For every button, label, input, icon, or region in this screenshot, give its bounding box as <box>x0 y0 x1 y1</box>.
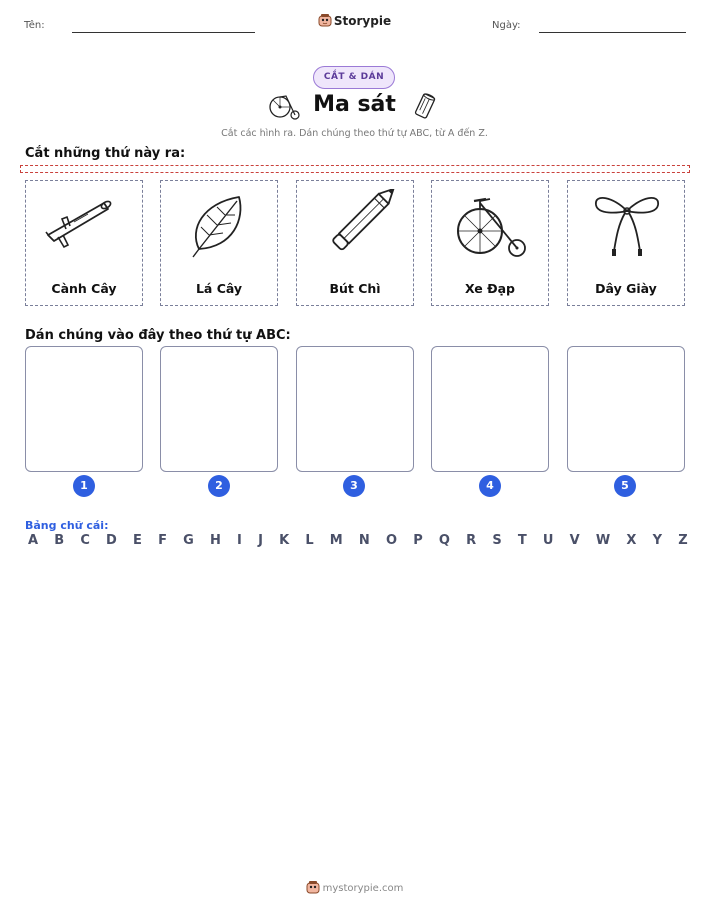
cut-card-shoelace[interactable] <box>567 180 685 306</box>
alphabet-row <box>28 533 688 548</box>
letter: O <box>385 533 398 548</box>
letter: V <box>569 533 580 548</box>
slot-number-5: 5 <box>614 475 636 497</box>
footer <box>0 880 709 894</box>
letter: I <box>237 533 242 548</box>
slot-number-2: 2 <box>208 475 230 497</box>
paste-section-label: Dán chúng vào đây theo thứ tự ABC: <box>25 328 291 343</box>
cut-card-leaf[interactable] <box>160 180 278 306</box>
slot-number-1: 1 <box>73 475 95 497</box>
letter: C <box>80 533 90 548</box>
letter: Y <box>652 533 663 548</box>
storypie-footer-logo-icon <box>306 880 320 894</box>
letter: M <box>329 533 343 548</box>
letter: Q <box>438 533 450 548</box>
letter: U <box>542 533 554 548</box>
alphabet-label: Bảng chữ cái: <box>25 519 109 532</box>
card-label: Bút Chì <box>329 281 381 296</box>
card-label: Cành Cây <box>51 281 117 296</box>
cut-paste-badge: CẮT & DÁN <box>313 66 395 89</box>
bicycle-icon <box>446 189 536 261</box>
letter: S <box>492 533 502 548</box>
cut-card-pencil[interactable] <box>296 180 414 306</box>
letter: Z <box>678 533 688 548</box>
name-label: Tên: <box>24 20 45 31</box>
name-line[interactable] <box>72 32 255 33</box>
letter: H <box>209 533 221 548</box>
slot-number-4: 4 <box>479 475 501 497</box>
date-line[interactable] <box>539 32 686 33</box>
log-small-icon <box>414 92 436 120</box>
letter: A <box>28 533 39 548</box>
brand-name: Storypie <box>333 14 392 28</box>
letter: X <box>626 533 637 548</box>
paste-slot-2[interactable] <box>160 346 278 472</box>
page-title: Ma sát <box>313 92 396 117</box>
letter: R <box>466 533 477 548</box>
branch-icon <box>40 189 130 261</box>
letter: T <box>517 533 527 548</box>
letter: K <box>279 533 290 548</box>
slot-number-3: 3 <box>343 475 365 497</box>
letter: E <box>133 533 142 548</box>
instructions: Cắt các hình ra. Dán chúng theo thứ tự ABC, từ A đến Z. <box>221 128 488 139</box>
cut-line <box>20 165 690 173</box>
letter: N <box>358 533 370 548</box>
letter: L <box>305 533 314 548</box>
letter: B <box>54 533 65 548</box>
brand <box>0 13 709 28</box>
card-label: Xe Đạp <box>465 281 515 296</box>
shoelace-icon <box>582 189 672 261</box>
card-label: Dây Giày <box>595 281 657 296</box>
letter: W <box>595 533 611 548</box>
letter: P <box>413 533 423 548</box>
date-label: Ngày: <box>492 20 521 31</box>
footer-url[interactable]: mystorypie.com <box>322 883 404 894</box>
leaf-icon <box>175 189 265 261</box>
paste-slot-5[interactable] <box>567 346 685 472</box>
paste-slot-3[interactable] <box>296 346 414 472</box>
storypie-logo-icon <box>318 13 332 27</box>
letter: D <box>106 533 117 548</box>
paste-slot-4[interactable] <box>431 346 549 472</box>
cut-card-branch[interactable] <box>25 180 143 306</box>
cut-card-bicycle[interactable] <box>431 180 549 306</box>
letter: G <box>183 533 194 548</box>
letter: J <box>258 533 263 548</box>
card-label: Lá Cây <box>195 281 243 296</box>
paste-slot-1[interactable] <box>25 346 143 472</box>
letter: F <box>158 533 167 548</box>
pencil-icon <box>311 189 401 261</box>
cut-section-label: Cắt những thứ này ra: <box>25 146 186 161</box>
